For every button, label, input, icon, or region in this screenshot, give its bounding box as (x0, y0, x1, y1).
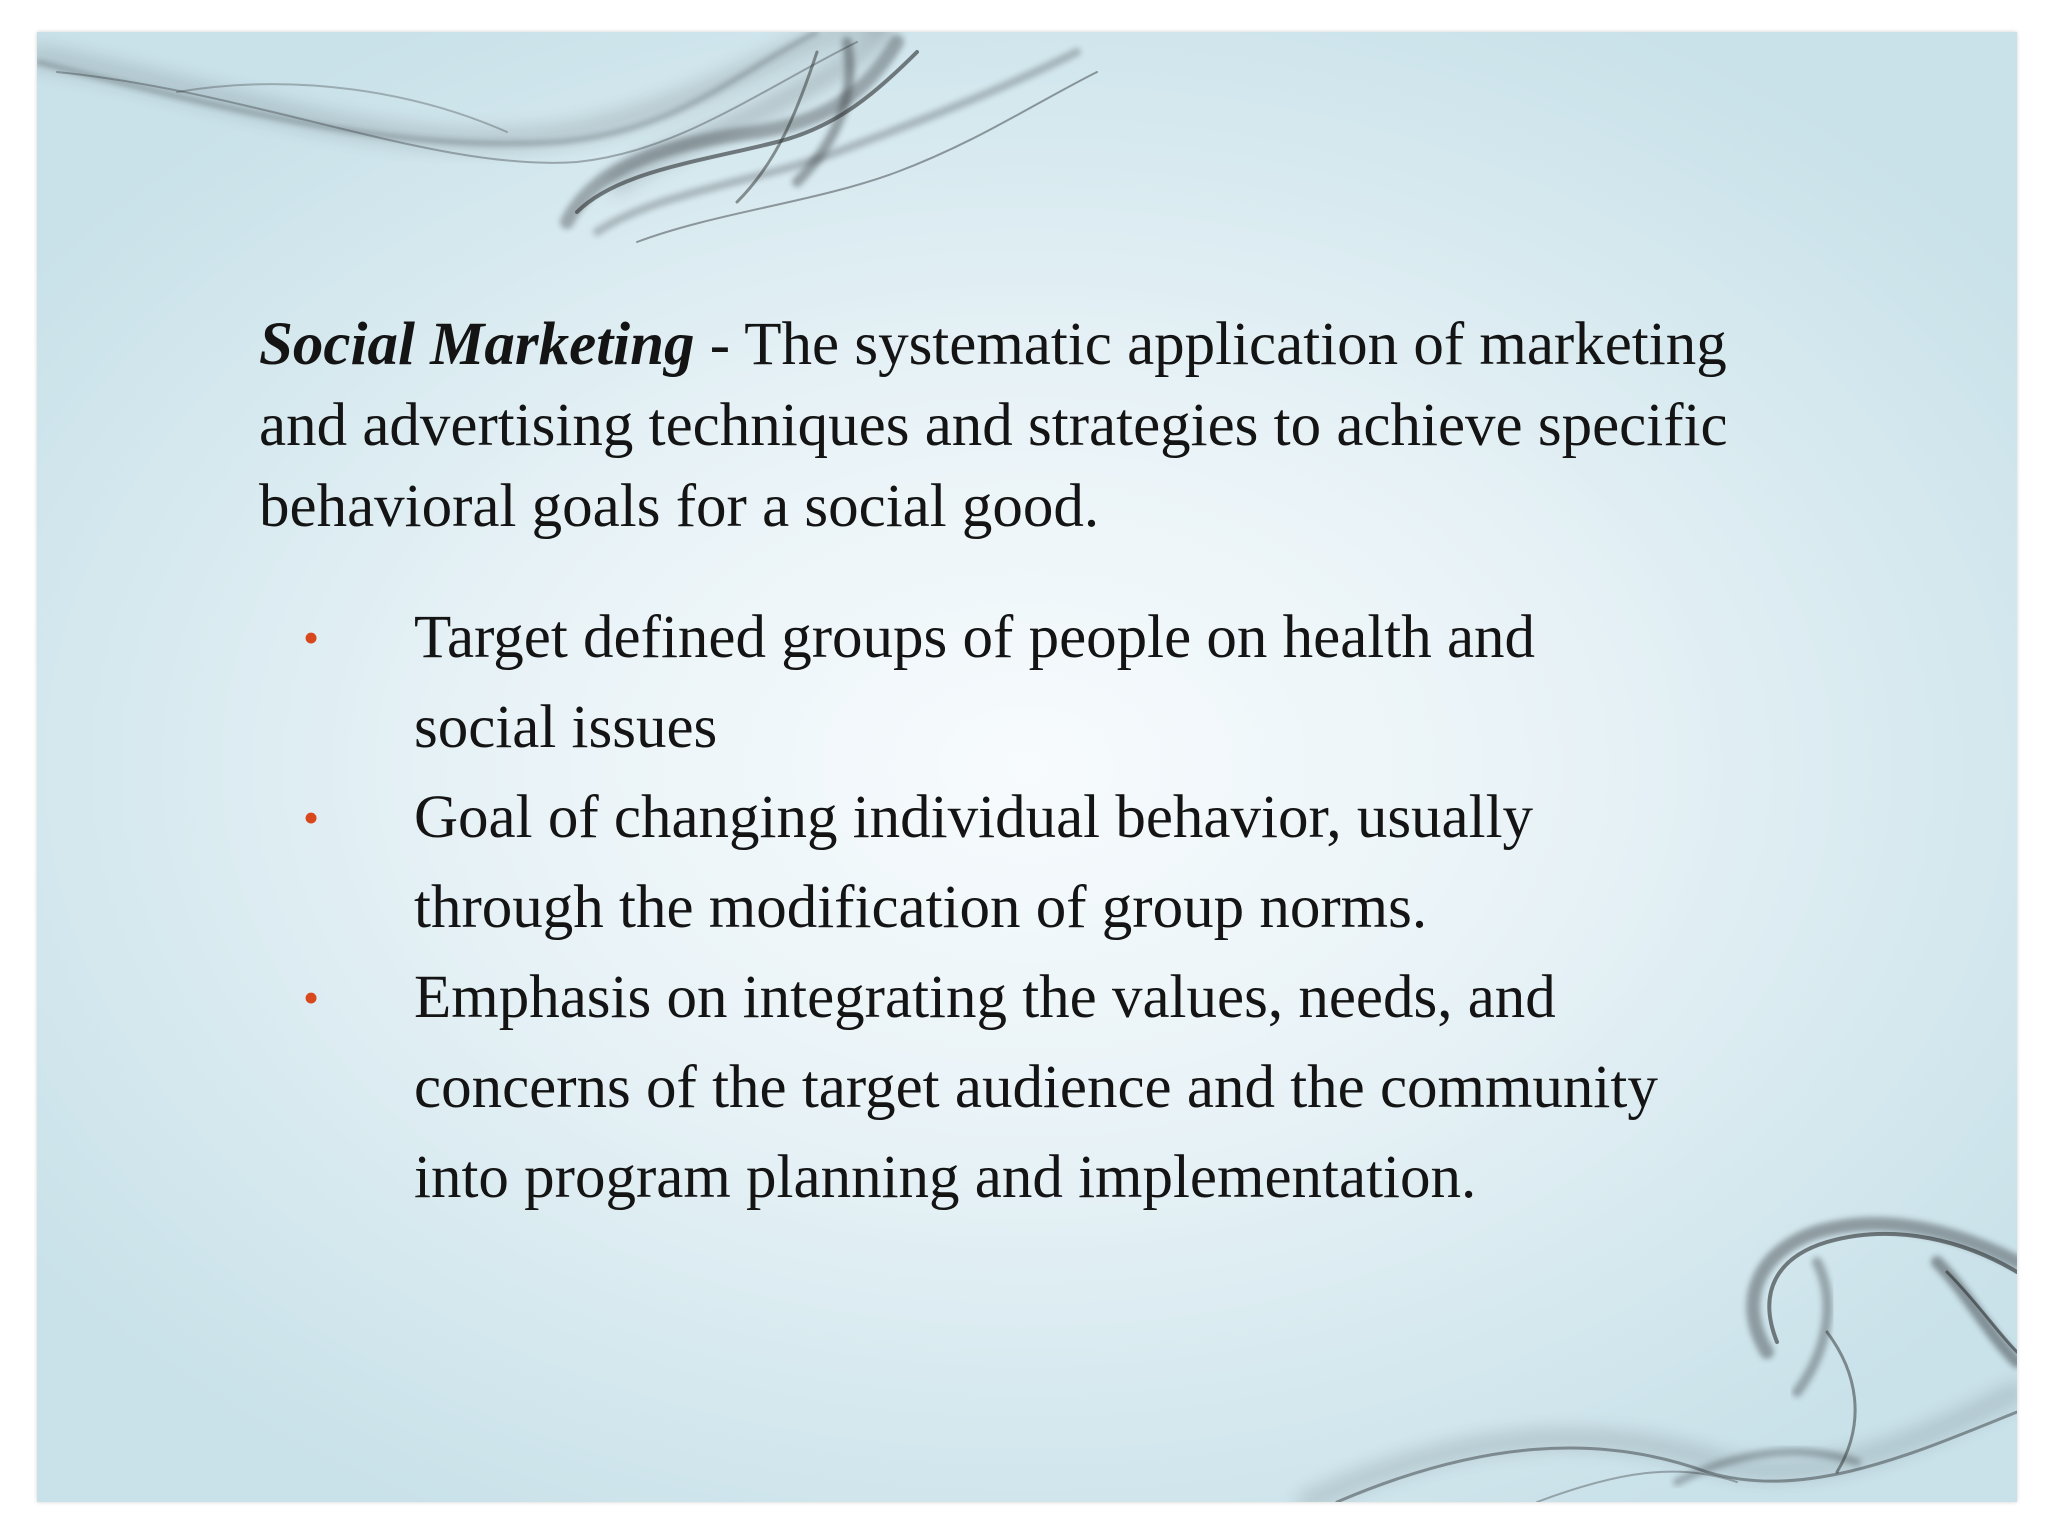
bullet-text: Emphasis on integrating the values, needs, and concerns of the target audience and the community into program planning and implementation. (414, 964, 1658, 1211)
bullet-icon: • (303, 972, 320, 1023)
list-item (259, 773, 1674, 953)
definition-paragraph (259, 304, 1799, 547)
definition-text: - The systematic application of marketing and advertising techniques and strategies to achieve specific behavioral goals for a social good. (259, 311, 1728, 540)
slide (37, 32, 2017, 1502)
smoke-top-left (37, 32, 1097, 242)
bullet-text: Target defined groups of people on health and social issues (414, 604, 1536, 761)
smoke-bottom-right (1307, 1224, 2017, 1502)
bullet-text: Goal of changing individual behavior, usually through the modification of group norms. (414, 784, 1534, 941)
slide-content (259, 304, 1819, 1223)
list-item (259, 953, 1674, 1223)
bullet-list (259, 593, 1819, 1223)
term-heading: Social Marketing (259, 311, 695, 378)
bullet-icon: • (303, 612, 320, 663)
bullet-icon: • (303, 792, 320, 843)
list-item (259, 593, 1674, 773)
